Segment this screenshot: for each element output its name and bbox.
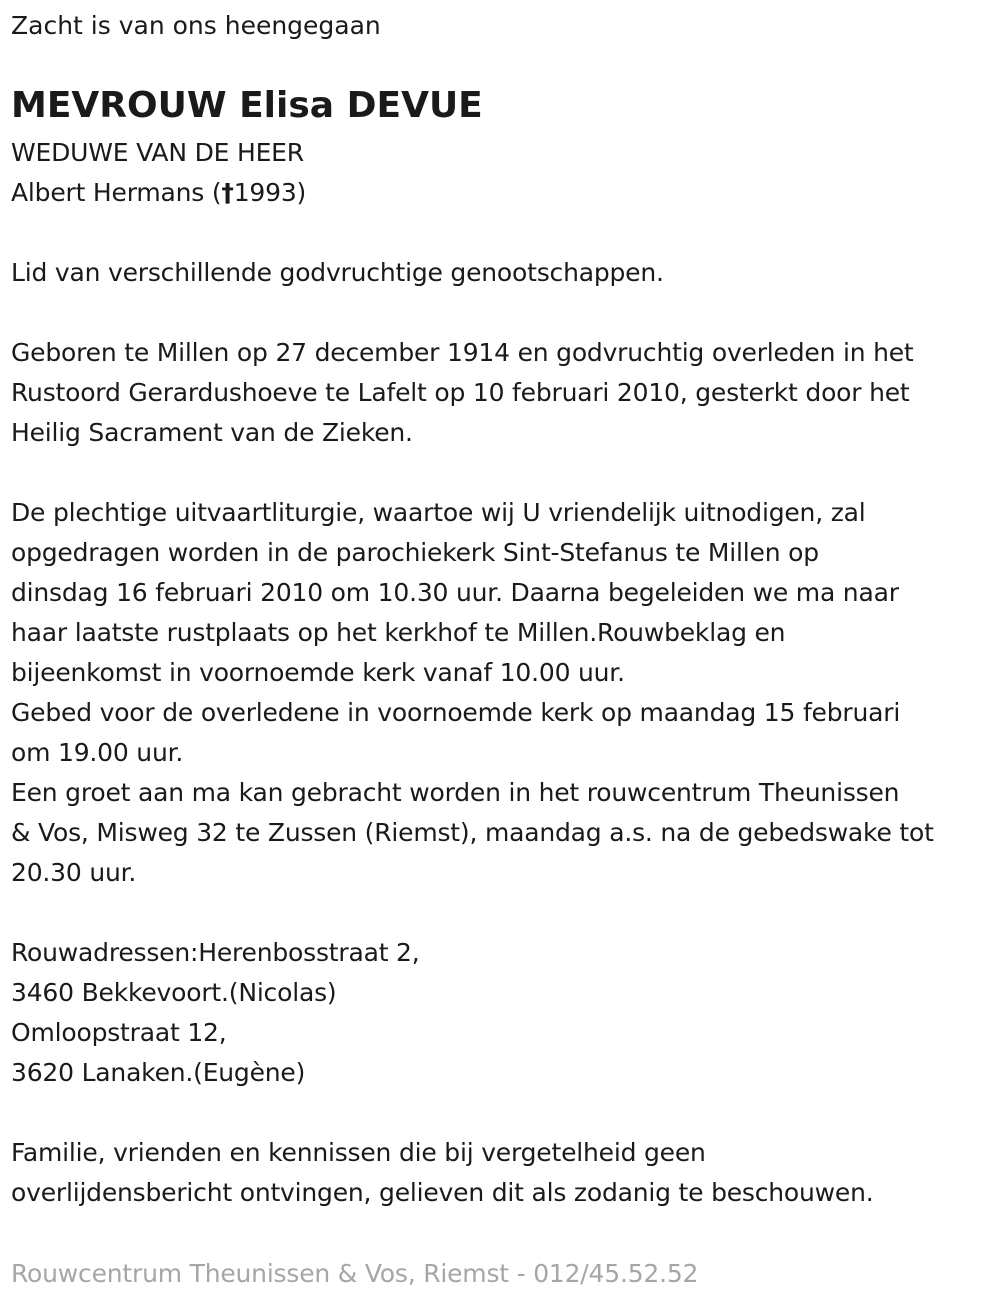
- address-line: Rouwadressen:Herenbosstraat 2,: [11, 938, 420, 967]
- address-line: 3460 Bekkevoort.(Nicolas): [11, 978, 337, 1007]
- deceased-name: MEVROUW Elisa DEVUE: [11, 85, 483, 126]
- paragraph-line: opgedragen worden in de parochiekerk Sint-Stefanus te Millen op: [11, 538, 819, 567]
- address-line: 3620 Lanaken.(Eugène): [11, 1058, 306, 1087]
- address-line: Omloopstraat 12,: [11, 1018, 227, 1047]
- paragraph-line: om 19.00 uur.: [11, 738, 184, 767]
- paragraph-line: Heilig Sacrament van de Zieken.: [11, 418, 413, 447]
- paragraph-line: Een groet aan ma kan gebracht worden in het rouwcentrum Theunissen: [11, 778, 900, 807]
- birth-death-section: [11, 333, 914, 453]
- paragraph-line: Geboren te Millen op 27 december 1914 en godvruchtig overleden in het: [11, 338, 914, 367]
- paragraph-line: De plechtige uitvaartliturgie, waartoe wij U vriendelijk uitnodigen, zal: [11, 498, 866, 527]
- paragraph-line: bijeenkomst in voornoemde kerk vanaf 10.00 uur.: [11, 658, 625, 687]
- paragraph-line: Rustoord Gerardushoeve te Lafelt op 10 februari 2010, gesterkt door het: [11, 378, 910, 407]
- cross-icon: †: [221, 178, 234, 207]
- spouse-name-text: Albert Hermans (: [11, 178, 222, 207]
- spouse-name: [11, 173, 306, 213]
- paragraph-line: overlijdensbericht ontvingen, gelieven dit als zodanig te beschouwen.: [11, 1178, 874, 1207]
- closing-section: [11, 1133, 874, 1213]
- address-section: [11, 933, 420, 1093]
- membership-text: Lid van verschillende godvruchtige genootschappen.: [11, 258, 664, 287]
- funeral-home-footer: Rouwcentrum Theunissen & Vos, Riemst - 012/45.52.52: [11, 1259, 699, 1288]
- widow-title: WEDUWE VAN DE HEER: [11, 138, 304, 167]
- ceremony-section: [11, 493, 934, 893]
- paragraph-line: dinsdag 16 februari 2010 om 10.30 uur. Daarna begeleiden we ma naar: [11, 578, 899, 607]
- membership-section: [11, 253, 664, 293]
- intro-text: Zacht is van ons heengegaan: [11, 11, 381, 40]
- paragraph-line: Gebed voor de overledene in voornoemde kerk op maandag 15 februari: [11, 698, 901, 727]
- paragraph-line: 20.30 uur.: [11, 858, 137, 887]
- paragraph-line: & Vos, Misweg 32 te Zussen (Riemst), maandag a.s. na de gebedswake tot: [11, 818, 934, 847]
- paragraph-line: haar laatste rustplaats op het kerkhof te Millen.Rouwbeklag en: [11, 618, 786, 647]
- spouse-section: [11, 133, 306, 213]
- paragraph-line: Familie, vrienden en kennissen die bij vergetelheid geen: [11, 1138, 706, 1167]
- spouse-death-year: 1993): [233, 178, 307, 207]
